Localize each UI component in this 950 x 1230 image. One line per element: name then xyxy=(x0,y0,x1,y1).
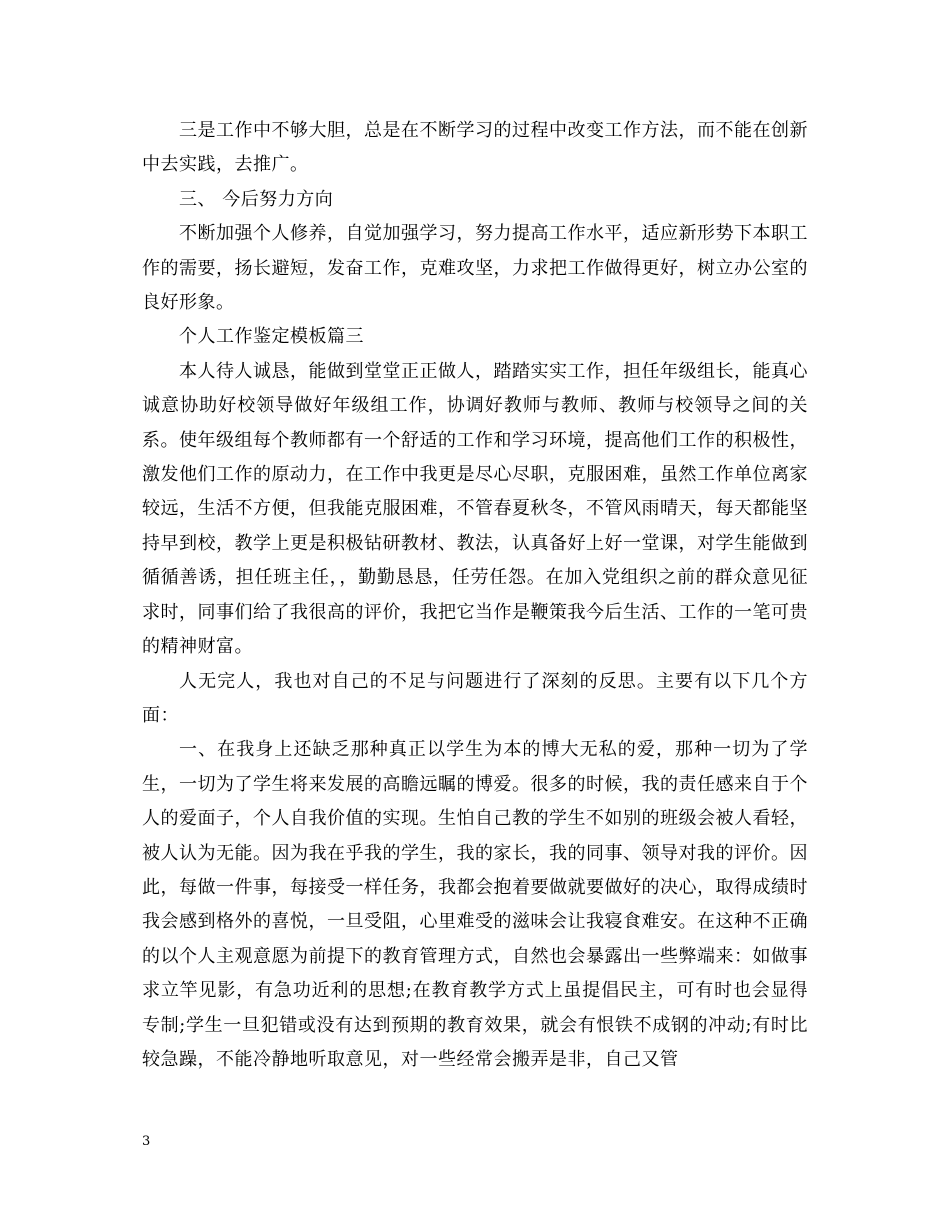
paragraph-self-assessment: 本人待人诚恳，能做到堂堂正正做人，踏踏实实工作，担任年级组长，能真心诚意协助好校领导做好年级组工作，协调好教师与教师、教师与校领导之间的关系。使年级组每个教师都有一个舒适的工作和学习环境，提高他们工作的积极性，激发他们工作的原动力，在工作中我更是尽心尽职，克服困难，虽然工作单位离家较远，生活不方便，但我能克服困难，不管春夏秋冬，不管风雨晴天，每天都能坚持早到校，教学上更是积极钻研教材、教法，认真备好上好一堂课，对学生能做到循循善诱，担任班主任，，勤勤恳恳，任劳任怨。在加入党组织之前的群众意见征求时，同事们给了我很高的评价，我把它当作是鞭策我今后生活、工作的一笔可贵的精神财富。 xyxy=(142,360,808,658)
paragraph-future-direction: 不断加强个人修养，自觉加强学习，努力提高工作水平，适应新形势下本职工作的需要，扬长避短，发奋工作，克难攻坚，力求把工作做得更好，树立办公室的良好形象。 xyxy=(142,223,808,314)
section-heading-future-direction: 三、 今后努力方向 xyxy=(179,188,334,210)
paragraph-reflection-intro: 人无完人，我也对自己的不足与问题进行了深刻的反思。主要有以下几个方面： xyxy=(142,670,808,726)
document-body xyxy=(142,114,808,1077)
paragraph-shortcoming-three: 三是工作中不够大胆，总是在不断学习的过程中改变工作方法，而不能在创新中去实践，去推广。 xyxy=(142,120,808,176)
section-heading-template-three: 个人工作鉴定模板篇三 xyxy=(179,326,364,348)
page-number: 3 xyxy=(142,1134,151,1149)
paragraph-reflection-point-one: 一、在我身上还缺乏那种真正以学生为本的博大无私的爱，那种一切为了学生，一切为了学生将来发展的高瞻远瞩的博爱。很多的时候，我的责任感来自于个人的爱面子，个人自我价值的实现。生怕自己教的学生不如别的班级会被人看轻，被人认为无能。因为我在乎我的学生，我的家长，我的同事、领导对我的评价。因此，每做一件事，每接受一样任务，我都会抱着要做就要做好的决心，取得成绩时我会感到格外的喜悦，一旦受阻，心里难受的滋味会让我寝食难安。在这种不正确的以个人主观意愿为前提下的教育管理方式，自然也会暴露出一些弊端来：如做事求立竿见影，有急功近利的思想;在教育教学方式上虽提倡民主，可有时也会显得专制;学生一旦犯错或没有达到预期的教育效果，就会有恨铁不成钢的冲动;有时比较急躁，不能冷静地听取意见，对一些经常会搬弄是非，自己又管 xyxy=(142,739,808,1070)
